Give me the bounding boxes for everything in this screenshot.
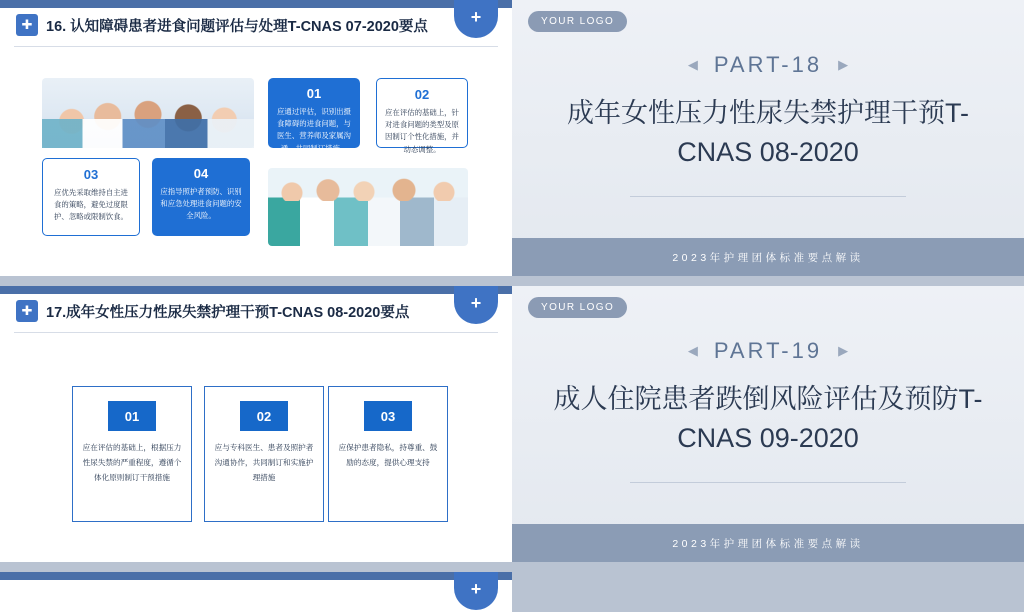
- card-text: 应在评估的基础上，针对进食问题的类型及原因制订个性化措施，并动态调整。: [385, 108, 459, 154]
- slide-top-bar: [0, 0, 512, 8]
- corner-plus-icon: +: [454, 0, 498, 38]
- part-indicator: [512, 338, 1024, 364]
- box-text: 应与专科医生、患者及照护者沟通协作，共同制订和实施护理措施: [214, 443, 314, 482]
- nurses-photo: [268, 168, 468, 246]
- measure-box-01: [72, 386, 192, 522]
- part-indicator: [512, 52, 1024, 78]
- slide-section-part-19[interactable]: [512, 286, 1024, 562]
- medical-team-photo: [42, 78, 254, 148]
- point-card-03: [42, 158, 140, 236]
- card-number: 01: [306, 86, 322, 101]
- corner-plus-icon: +: [454, 286, 498, 324]
- plus-square-icon: ✚: [16, 300, 38, 322]
- plus-square-icon: ✚: [16, 14, 38, 36]
- box-number: 01: [108, 401, 156, 431]
- point-card-02: [376, 78, 468, 154]
- slide-footer: 2023年护理团体标准要点解读: [512, 238, 1024, 276]
- card-text: 应通过评估，识别出摄食障碍的进食问题，与医生、营养师及家属沟通，共同制订措施。: [277, 107, 351, 153]
- card-number: 04: [193, 166, 209, 181]
- section-divider: [630, 482, 906, 483]
- section-title: 成年女性压力性尿失禁护理干预T-CNAS 08-2020: [567, 98, 969, 168]
- point-card-01: [268, 78, 360, 153]
- section-title: 成人住院患者跌倒风险评估及预防T-CNAS 09-2020: [553, 384, 983, 454]
- section-divider: [630, 196, 906, 197]
- box-number: 03: [364, 401, 412, 431]
- corner-plus-icon: +: [454, 572, 498, 610]
- card-text: 应指导照护者预防、识别和应急处理进食问题的安全风险。: [160, 187, 242, 221]
- page-title: 16. 认知障碍患者进食问题评估与处理T-CNAS 07-2020要点: [46, 18, 428, 35]
- chevron-left-icon: ◀: [687, 57, 698, 72]
- slide-top-bar: [0, 286, 512, 294]
- card-number: 03: [83, 167, 99, 182]
- point-card-04: [152, 158, 250, 236]
- slide-content-16[interactable]: [0, 0, 512, 276]
- logo-placeholder: YOUR LOGO: [528, 11, 627, 32]
- card-number: 02: [414, 87, 430, 102]
- title-divider: [14, 332, 498, 333]
- chevron-left-icon: ◀: [687, 343, 698, 358]
- box-text: 应保护患者隐私，持尊重、鼓励的态度，提供心理支持: [338, 443, 438, 467]
- logo-placeholder: YOUR LOGO: [528, 297, 627, 318]
- box-text: 应在评估的基础上，根据压力性尿失禁的严重程度，遵循个体化原则制订干预措施: [82, 443, 182, 482]
- measure-box-02: [204, 386, 324, 522]
- slide-title-row: [16, 14, 428, 36]
- chevron-right-icon: ▶: [838, 343, 849, 358]
- page-title: 17.成年女性压力性尿失禁护理干预T-CNAS 08-2020要点: [46, 304, 410, 321]
- part-label: PART-18: [713, 52, 823, 77]
- slide-top-bar: [0, 572, 512, 580]
- box-number: 02: [240, 401, 288, 431]
- title-divider: [14, 46, 498, 47]
- slide-content-next-partial[interactable]: [0, 572, 512, 612]
- chevron-right-icon: ▶: [838, 57, 849, 72]
- slide-title-row: [16, 300, 409, 322]
- slide-footer: 2023年护理团体标准要点解读: [512, 524, 1024, 562]
- card-text: 应优先采取维持自主进食的策略，避免过度限护、忽略或限制饮食。: [54, 188, 128, 222]
- measure-box-03: [328, 386, 448, 522]
- slide-section-part-18[interactable]: [512, 0, 1024, 276]
- part-label: PART-19: [713, 338, 823, 363]
